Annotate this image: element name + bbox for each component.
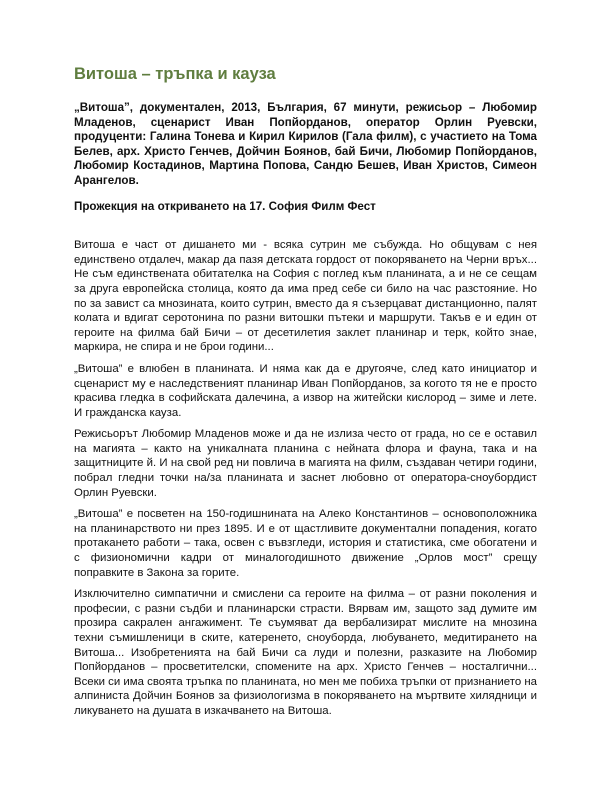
paragraph: Изключително симпатични и смислени са героите на филма – от разни поколения и професии, с разни съдби и планинарски страсти. Вярвам им, защото зад думите им прозира сакрален ангажимент. Те съумяват да вербализират мислите на мнозина техни съмишленици в ските, катеренето, сноуборда, любуването, медитирането на Витоша... Изобретенията на бай Бичи са луди и полезни, разказите на Любомир Попйорданов – просветителски, спомените на арх. Христо Генчев – носталгични... Всеки си има своята тръпка по планината, но мен ме побиха тръпки от признанието на алпиниста Дойчин Боянов за физиологизма в покоряването на мъртвите хилядници и ликуването на душата в изкачването на Витоша. <box>74 588 537 717</box>
paragraph: „Витоша” е посветен на 150-годишнината на Алеко Константинов – основоположника на планинарството ни през 1895. И е от щастливите документални попадения, когато протакането работи – така, освен с въвзгледи, история и статистика, сме обогатени и с физиономични кадри от миналогодишното движение „Орлов мост” срещу поправките в Закона за горите. <box>74 508 537 579</box>
paragraph: „Витоша” е влюбен в планината. И няма как да е другояче, след като инициатор и сценарист му е наследственият планинар Иван Попйорданов, за когото тя не е просто красива гледка в софийската далечина, а извор на житейски кислород – зиме и лете. И гражданска кауза. <box>74 362 537 419</box>
paragraph: Режисьорът Любомир Младенов може и да не излиза често от града, но се е оставил на магията – както на уникалната планина с нейната флора и фауна, така и на защитниците й. И на свой ред ни повлича в магията на филм, създаван четири години, побрал гледни точки на/за планината и заснет любовно от оператора-сноубордист Орлин Руевски. <box>74 428 537 499</box>
paragraph: Витоша е част от дишането ми - всяка сутрин ме събужда. Но общувам с нея единствено отдалеч, макар да пазя детската гордост от покоряването на Черни връх... Не съм единствената обитателка на София с поглед към планината, а и не се сещам за друга европейска столица, която да има пред себе си било на час разстояние. Но по за завист са мнозината, които сутрин, вместо да я съзерцават дистанционно, палят колата и вдигат серотонина по разни витошки пътеки и маршрути. Такъв е и един от героите на филма бай Бичи – от десетилетия заклет планинар и терк, който знае, маркира, не спира и не брои години... <box>74 239 537 354</box>
film-credits: „Витоша”, документален, 2013, България, 67 минути, режисьор – Любомир Младенов, сценарист Иван Попйорданов, оператор Орлин Руевски, продуценти: Галина Тонева и Кирил Кирилов (Гала филм), с участието на Тома Белев, арх. Христо Генчев, Дойчин Боянов, бай Бичи, Любомир Попйорданов, Любомир Костадинов, Мартина Попова, Сандю Бешев, Иван Христов, Симеон Арангелов. <box>74 101 537 187</box>
article-title: Витоша – тръпка и кауза <box>74 65 276 83</box>
screening-note: Прожекция на откриването на 17. София Филм Фест <box>74 199 376 213</box>
article-body <box>74 238 537 718</box>
